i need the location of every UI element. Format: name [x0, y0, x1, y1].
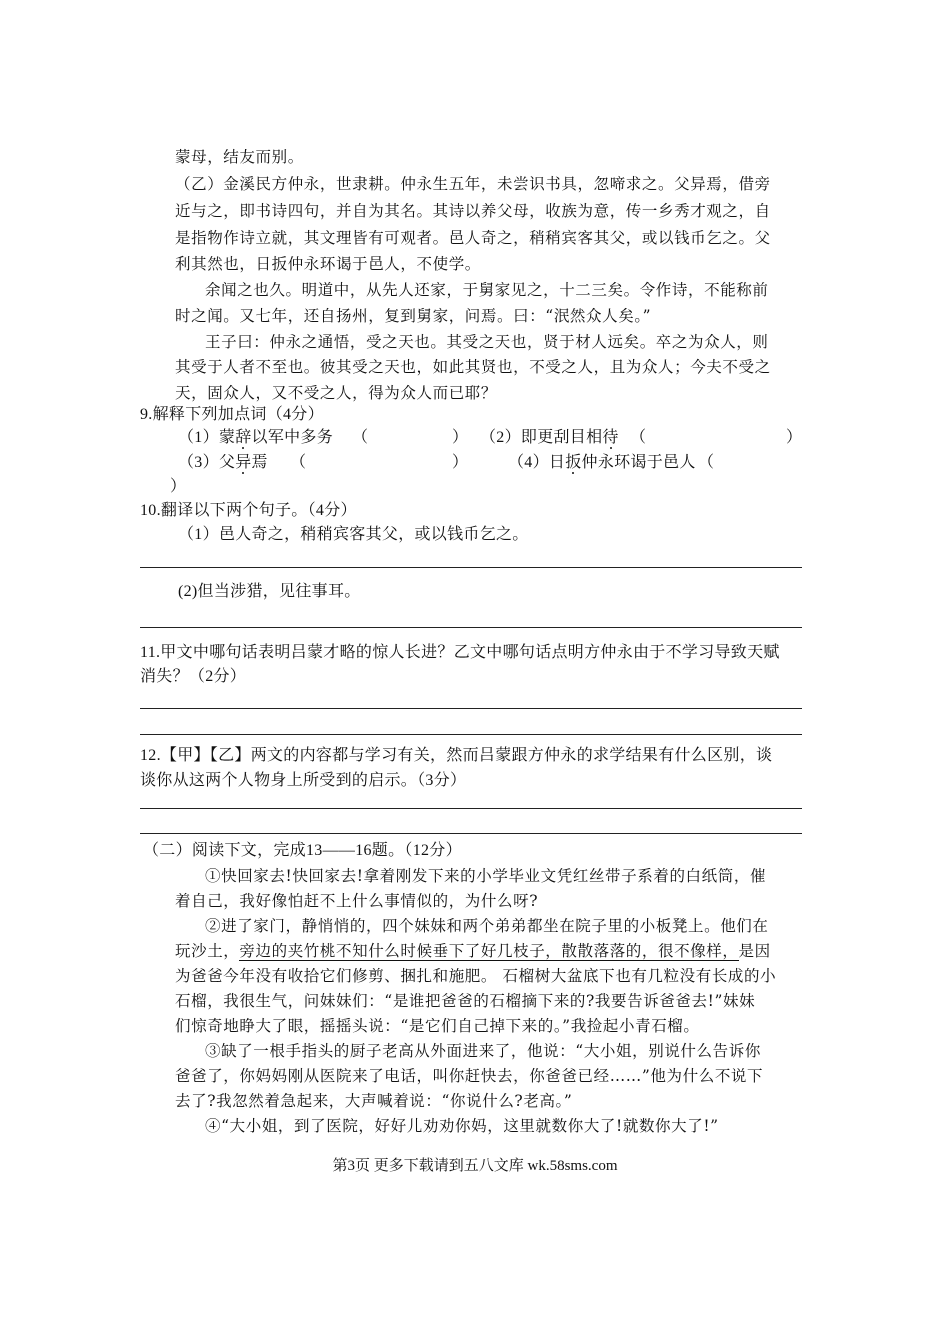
dotted-word: 扳: [565, 454, 582, 471]
answer-line[interactable]: [140, 567, 802, 568]
answer-line[interactable]: [140, 833, 802, 834]
answer-line[interactable]: [140, 627, 802, 628]
question-9-title: 9.解释下列加点词（4分）: [140, 406, 324, 423]
passage-line: 着自己，我好像怕赶不上什么事情似的，为什么呀?: [175, 892, 539, 910]
answer-line[interactable]: [140, 708, 802, 709]
question-11-line: 11.甲文中哪句话表明吕蒙才略的惊人长进？乙文中哪句话点明方仲永由于不学习导致天赋: [140, 644, 780, 661]
answer-close-paren: ）: [452, 454, 469, 471]
passage-line: 们惊奇地睁大了眼，摇摇头说：“是它们自己掉下来的。”我捡起小青石榴。: [175, 1017, 700, 1035]
dotted-word: 异: [235, 454, 252, 471]
q9-item-4: （4）日扳仲永环谒于邑人: [508, 454, 696, 471]
answer-open-paren: （: [352, 429, 369, 446]
passage-line: 天，固众人，又不受之人，得为众人而已耶？: [175, 384, 498, 402]
passage-line: 为爸爸今年没有收拾它们修剪、捆扎和施肥。 石榴树大盆底下也有几粒没有长成的小: [175, 967, 777, 985]
page-footer: 第3页 更多下载请到五八文库 wk.58sms.com: [332, 1158, 618, 1174]
question-10-title: 10.翻译以下两个句子。（4分）: [140, 502, 357, 519]
part-2-heading: （二）阅读下文，完成13——16题。（12分）: [143, 842, 462, 859]
passage-line: 余闻之也久。明道中，从先人还家，于舅家见之，十二三矣。令作诗，不能称前: [205, 281, 769, 299]
answer-close-paren: ）: [452, 429, 469, 446]
answer-line[interactable]: [140, 734, 802, 735]
answer-line[interactable]: [140, 808, 802, 809]
passage-line: ④“大小姐，到了医院，好好儿劝劝你妈，这里就数你大了!就数你大了!”: [205, 1117, 719, 1135]
passage-line: 其受于人者不至也。彼其受之天也，如此其贤也，不受之人，且为众人；今夫不受之: [175, 358, 771, 376]
passage-line: 时之闻。又七年，还自扬州，复到舅家，问焉。曰：“泯然众人矣。”: [175, 307, 652, 325]
q9-item-1: （1）蒙辞以军中多务: [178, 429, 334, 446]
passage-line: 利其然也，日扳仲永环谒于邑人，不使学。: [175, 255, 481, 273]
passage-line: 爸爸了，你妈妈刚从医院来了电话，叫你赶快去，你爸爸已经……”他为什么不说下: [175, 1067, 764, 1085]
q9-item-2: （2）即更刮目相待: [480, 429, 619, 446]
passage-line: 是指物作诗立就，其文理皆有可观者。邑人奇之，稍稍宾客其父，或以钱币乞之。父: [175, 229, 771, 247]
question-11-line: 消失？（2分）: [140, 668, 247, 685]
passage-line: 玩沙土，旁边的夹竹桃不知什么时候垂下了好几枝子，散散落落的，很不像样，是因: [175, 942, 771, 960]
passage-line: 去了?我忽然着急起来，大声喊着说：“你说什么?老高。”: [175, 1092, 573, 1110]
answer-close-paren: ）: [170, 478, 187, 495]
passage-line: 王子曰：仲永之通悟，受之天也。其受之天也，贤于材人远矣。卒之为众人，则: [205, 333, 769, 351]
question-12-line: 谈你从这两个人物身上所受到的启示。（3分）: [140, 772, 467, 789]
passage-line: ③缺了一根手指头的厨子老高从外面进来了，他说：“大小姐，别说什么告诉你: [205, 1042, 761, 1060]
passage-line: ①快回家去!快回家去!拿着刚发下来的小学毕业文凭红丝带子系着的白纸筒，催: [205, 867, 767, 885]
passage-line: 蒙母，结友而别。: [175, 148, 304, 166]
dotted-word: 待: [602, 429, 619, 446]
passage-line: （乙）金溪民方仲永，世隶耕。仲永生五年，未尝识书具，忽啼求之。父异焉，借旁: [175, 175, 771, 193]
answer-close-paren: ）: [786, 429, 803, 446]
answer-open-paren: （: [630, 429, 647, 446]
passage-line: ②进了家门，静悄悄的，四个妹妹和两个弟弟都坐在院子里的小板凳上。他们在: [205, 917, 769, 935]
question-12-line: 12.【甲】【乙】两文的内容都与学习有关，然而吕蒙跟方仲永的求学结果有什么区别，谈: [140, 747, 773, 764]
answer-open-paren: （: [698, 454, 715, 471]
q10-sentence-2: (2)但当涉猎，见往事耳。: [178, 583, 361, 600]
dotted-word: 辞: [235, 429, 252, 446]
q10-sentence-1: （1）邑人奇之，稍稍宾客其父，或以钱币乞之。: [178, 526, 529, 543]
underlined-sentence: 旁边的夹竹桃不知什么时候垂下了好几枝子，散散落落的，很不像样，: [239, 942, 739, 960]
passage-line: 近与之，即书诗四句，并自为其名。其诗以养父母，收族为意，传一乡秀才观之，自: [175, 202, 771, 220]
passage-line: 石榴，我很生气，问妹妹们：“是谁把爸爸的石榴摘下来的?我要告诉爸爸去!”妹妹: [175, 992, 756, 1010]
q9-item-3: （3）父异焉: [178, 454, 268, 471]
answer-open-paren: （: [290, 454, 307, 471]
